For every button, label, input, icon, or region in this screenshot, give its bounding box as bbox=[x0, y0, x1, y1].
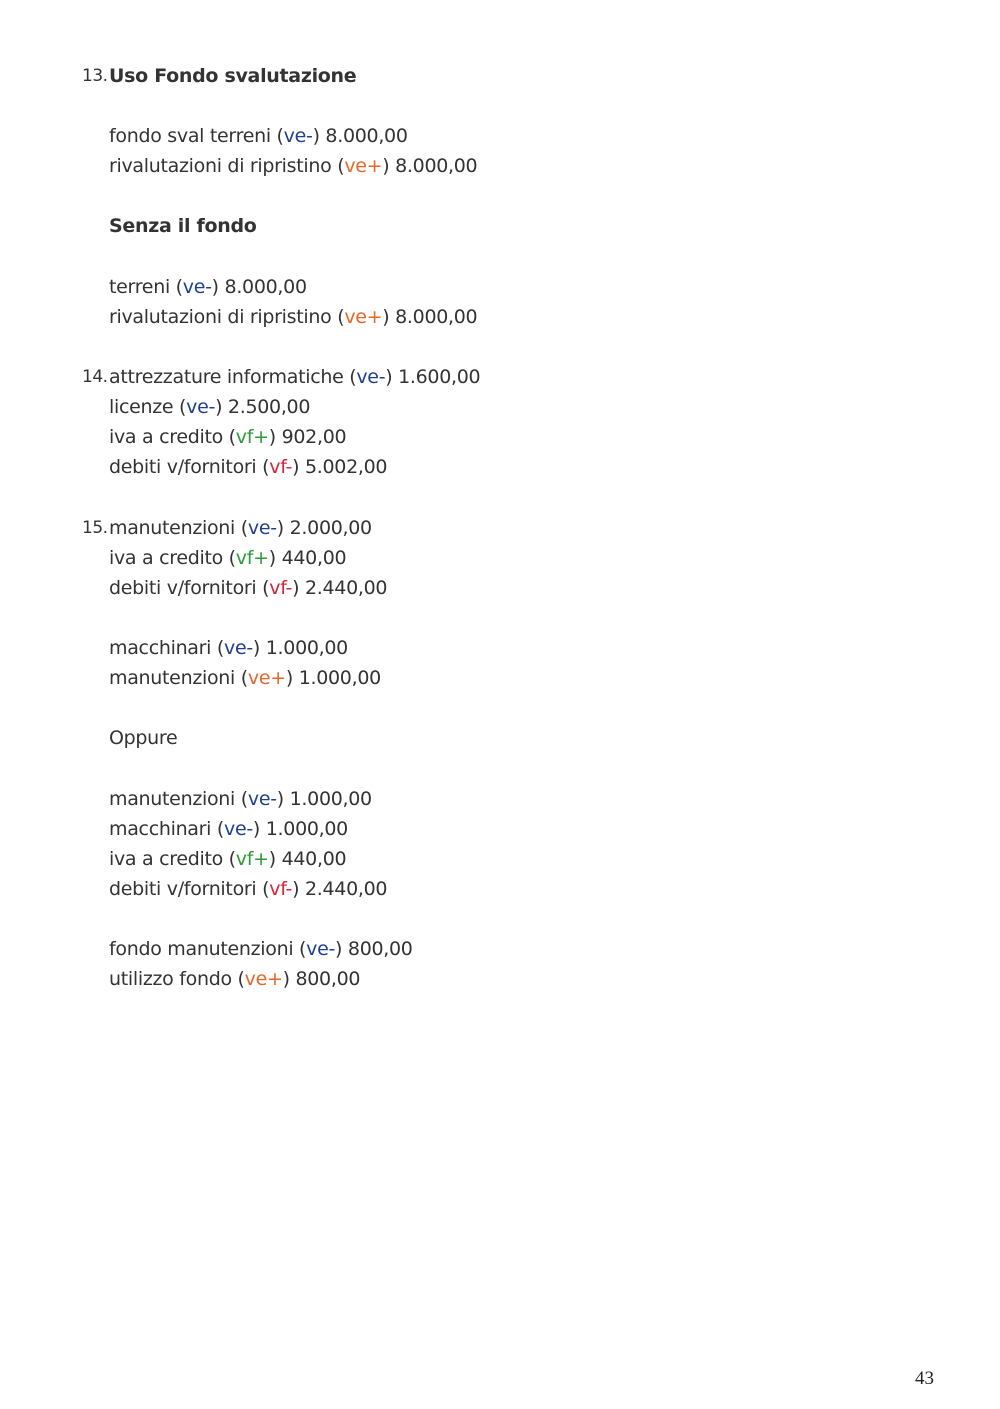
entry-account: attrezzature informatiche bbox=[109, 366, 344, 388]
entry-tag: ve- bbox=[224, 637, 253, 659]
entry-account: licenze bbox=[109, 396, 174, 418]
entry-account: terreni bbox=[109, 276, 170, 298]
entry-account: fondo manutenzioni bbox=[109, 938, 294, 960]
entry-amount: 800,00 bbox=[295, 968, 361, 990]
entry-amount: 8.000,00 bbox=[325, 125, 408, 147]
entry-tag: vf+ bbox=[235, 547, 269, 569]
entry-account: iva a credito bbox=[109, 547, 223, 569]
entry-amount: 1.000,00 bbox=[265, 818, 348, 840]
subheading: Senza il fondo bbox=[109, 215, 257, 237]
entry-amount: 2.500,00 bbox=[227, 396, 311, 418]
entry-tag: ve- bbox=[186, 396, 216, 418]
entry-line: debiti v/fornitori (vf-) 2.440,00 bbox=[109, 878, 388, 900]
entry-tag: vf- bbox=[269, 577, 293, 599]
entry-amount: 1.000,00 bbox=[265, 637, 348, 659]
entry-account: macchinari bbox=[109, 818, 212, 840]
alternative-label: Oppure bbox=[109, 727, 178, 749]
entry-line: debiti v/fornitori (vf-) 5.002,00 bbox=[109, 456, 388, 478]
entry-line: terreni (ve-) 8.000,00 bbox=[109, 276, 307, 298]
entry-account: manutenzioni bbox=[109, 667, 236, 689]
entry-tag: vf- bbox=[269, 456, 293, 478]
entry-account: debiti v/fornitori bbox=[109, 878, 257, 900]
entry-line: iva a credito (vf+) 440,00 bbox=[109, 547, 347, 569]
entry-line: rivalutazioni di ripristino (ve+) 8.000,00 bbox=[109, 155, 478, 177]
entry-line: debiti v/fornitori (vf-) 2.440,00 bbox=[109, 577, 388, 599]
entry-account: manutenzioni bbox=[109, 517, 236, 539]
entry-account: utilizzo fondo bbox=[109, 968, 232, 990]
item-number-13: 13. bbox=[82, 66, 108, 86]
entry-account: rivalutazioni di ripristino bbox=[109, 306, 332, 328]
entry-account: iva a credito bbox=[109, 426, 223, 448]
entry-amount: 440,00 bbox=[281, 848, 347, 870]
entry-line: manutenzioni (ve-) 1.000,00 bbox=[109, 788, 372, 810]
entry-tag: vf+ bbox=[235, 426, 269, 448]
entry-amount: 1.000,00 bbox=[298, 667, 381, 689]
entry-account: fondo sval terreni bbox=[109, 125, 271, 147]
entry-tag: vf- bbox=[269, 878, 293, 900]
entry-tag: ve- bbox=[182, 276, 212, 298]
entry-line: attrezzature informatiche (ve-) 1.600,00 bbox=[109, 366, 481, 388]
entry-tag: ve- bbox=[306, 938, 336, 960]
entry-account: manutenzioni bbox=[109, 788, 236, 810]
entry-line: iva a credito (vf+) 440,00 bbox=[109, 848, 347, 870]
entry-line: licenze (ve-) 2.500,00 bbox=[109, 396, 311, 418]
entry-tag: ve+ bbox=[344, 155, 383, 177]
entry-amount: 5.002,00 bbox=[304, 456, 388, 478]
entry-tag: ve- bbox=[247, 517, 277, 539]
entry-account: debiti v/fornitori bbox=[109, 577, 257, 599]
entry-tag: ve+ bbox=[344, 306, 383, 328]
entry-amount: 2.440,00 bbox=[304, 577, 388, 599]
entry-account: macchinari bbox=[109, 637, 212, 659]
entry-tag: ve- bbox=[224, 818, 253, 840]
entry-tag: ve- bbox=[356, 366, 386, 388]
entry-amount: 8.000,00 bbox=[224, 276, 307, 298]
entry-amount: 8.000,00 bbox=[395, 155, 478, 177]
entry-line: utilizzo fondo (ve+) 800,00 bbox=[109, 968, 361, 990]
item-number-15: 15. bbox=[82, 518, 108, 538]
entry-amount: 902,00 bbox=[281, 426, 347, 448]
entry-line: fondo sval terreni (ve-) 8.000,00 bbox=[109, 125, 408, 147]
entry-tag: ve+ bbox=[244, 968, 283, 990]
entry-line: manutenzioni (ve-) 2.000,00 bbox=[109, 517, 372, 539]
entry-account: debiti v/fornitori bbox=[109, 456, 257, 478]
entry-line: fondo manutenzioni (ve-) 800,00 bbox=[109, 938, 413, 960]
entry-line: macchinari (ve-) 1.000,00 bbox=[109, 818, 348, 840]
entry-tag: ve- bbox=[247, 788, 277, 810]
entry-tag: ve+ bbox=[247, 667, 286, 689]
entry-amount: 8.000,00 bbox=[395, 306, 478, 328]
entry-line: macchinari (ve-) 1.000,00 bbox=[109, 637, 348, 659]
entry-amount: 2.440,00 bbox=[304, 878, 388, 900]
entry-amount: 2.000,00 bbox=[289, 517, 372, 539]
entry-amount: 1.600,00 bbox=[398, 366, 481, 388]
entry-line: manutenzioni (ve+) 1.000,00 bbox=[109, 667, 381, 689]
entry-amount: 800,00 bbox=[347, 938, 413, 960]
entry-tag: ve- bbox=[283, 125, 313, 147]
item-title-13: Uso Fondo svalutazione bbox=[109, 65, 357, 87]
entry-amount: 1.000,00 bbox=[289, 788, 372, 810]
item-number-14: 14. bbox=[82, 367, 108, 387]
page-number: 43 bbox=[915, 1368, 934, 1389]
entry-tag: vf+ bbox=[235, 848, 269, 870]
entry-line: rivalutazioni di ripristino (ve+) 8.000,00 bbox=[109, 306, 478, 328]
entry-account: iva a credito bbox=[109, 848, 223, 870]
entry-amount: 440,00 bbox=[281, 547, 347, 569]
entry-account: rivalutazioni di ripristino bbox=[109, 155, 332, 177]
entry-line: iva a credito (vf+) 902,00 bbox=[109, 426, 347, 448]
